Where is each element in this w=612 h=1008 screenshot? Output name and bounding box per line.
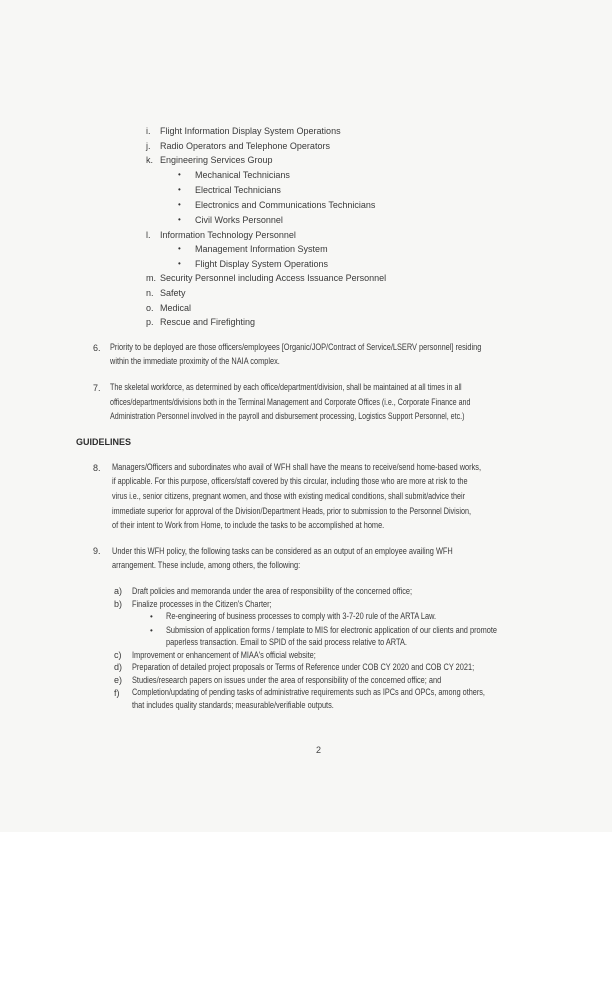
list-marker: k.: [146, 155, 154, 165]
task-marker: a): [114, 586, 123, 596]
bullet-icon: •: [150, 626, 153, 635]
list-item: Electronics and Communications Technicians: [195, 200, 376, 210]
list-item: Flight Information Display System Operations: [160, 126, 341, 136]
list-item: Management Information System: [195, 244, 328, 254]
paragraph-line: offices/departments/divisions both in the Terminal Management and Corporate Offices (i.e., Corporate Finance and: [110, 397, 471, 407]
list-item: Medical: [160, 303, 192, 313]
page-margin: [0, 832, 612, 1008]
task-subitem: Submission of application forms / template to MIS for electronic application of our clients and promote: [166, 625, 498, 635]
paragraph-line: Under this WFH policy, the following tasks can be considered as an output of an employee availing WFH: [112, 546, 453, 556]
paragraph-line: within the immediate proximity of the NAIA complex.: [110, 356, 280, 366]
list-marker: i.: [146, 126, 151, 136]
bullet-icon: •: [178, 170, 181, 179]
list-item: Mechanical Technicians: [195, 170, 290, 180]
bullet-icon: •: [178, 259, 181, 268]
task-marker: b): [114, 599, 123, 609]
list-marker: o.: [146, 303, 154, 313]
task-marker: c): [114, 650, 122, 660]
item-number: 8.: [93, 463, 101, 473]
list-item: Rescue and Firefighting: [160, 317, 256, 327]
bullet-icon: •: [178, 215, 181, 224]
list-marker: l.: [146, 230, 151, 240]
paragraph-line: immediate superior for approval of the Division/Department Heads, prior to submission to the Personnel Division,: [112, 506, 471, 516]
paragraph-line: Managers/Officers and subordinates who avail of WFH shall have the means to receive/send home-based works,: [112, 462, 482, 472]
list-item: Flight Display System Operations: [195, 259, 329, 269]
item-number: 9.: [93, 546, 101, 556]
paragraph-line: if applicable. For this purpose, officers/staff covered by this circular, including those who are more at risk to the: [112, 476, 468, 486]
list-item: Radio Operators and Telephone Operators: [160, 141, 330, 151]
paragraph-line: virus i.e., senior citizens, pregnant women, and those with existing medical conditions, shall submit/advice their: [112, 491, 465, 501]
task-item: Draft policies and memoranda under the area of responsibility of the concerned office;: [132, 586, 413, 596]
list-item: Engineering Services Group: [160, 155, 273, 165]
task-item: Improvement or enhancement of MIAA's official website;: [132, 650, 316, 660]
list-item: Information Technology Personnel: [160, 230, 296, 240]
bullet-icon: •: [150, 612, 153, 621]
list-item: Security Personnel including Access Issuance Personnel: [160, 273, 387, 283]
list-item: Safety: [160, 288, 186, 298]
task-marker: e): [114, 675, 123, 685]
bullet-icon: •: [178, 244, 181, 253]
task-marker: d): [114, 662, 123, 672]
page-number: 2: [316, 745, 322, 755]
paragraph-line: arrangement. These include, among others, the following:: [112, 560, 301, 570]
task-item: Completion/updating of pending tasks of administrative requirements such as IPCs and OPCs, among others,: [132, 687, 485, 697]
task-item: Studies/research papers on issues under the area of responsibility of the concerned office; and: [132, 675, 442, 685]
task-subitem: Re-engineering of business processes to comply with 3-7-20 rule of the ARTA Law.: [166, 611, 437, 621]
list-marker: m.: [146, 273, 156, 283]
item-number: 6.: [93, 343, 101, 353]
bullet-icon: •: [178, 200, 181, 209]
paragraph-line: Priority to be deployed are those officers/employees [Organic/JOP/Contract of Service/LSERV personnel] residing: [110, 342, 482, 352]
task-item: Preparation of detailed project proposals or Terms of Reference under COB CY 2020 and COB CY 2021;: [132, 662, 475, 672]
list-marker: n.: [146, 288, 154, 298]
item-number: 7.: [93, 383, 101, 393]
paragraph-line: The skeletal workforce, as determined by each office/department/division, shall be maintained at all times in all: [110, 382, 462, 392]
task-item: Finalize processes in the Citizen's Charter;: [132, 599, 272, 609]
list-marker: j.: [146, 141, 151, 151]
bullet-icon: •: [178, 185, 181, 194]
paragraph-line: Administration Personnel involved in the payroll and disbursement processing, Logistics Support Personnel, etc.): [110, 411, 465, 421]
list-item: Electrical Technicians: [195, 185, 281, 195]
list-item: Civil Works Personnel: [195, 215, 283, 225]
list-marker: p.: [146, 317, 154, 327]
task-subitem: paperless transaction. Email to SPID of the said process relative to ARTA.: [166, 637, 407, 647]
section-heading: GUIDELINES: [76, 437, 132, 447]
task-marker: f): [114, 688, 120, 698]
task-item: that includes quality standards; measurable/verifiable outputs.: [132, 700, 334, 710]
paragraph-line: of their intent to Work from Home, to include the tasks to be accomplished at home.: [112, 520, 385, 530]
